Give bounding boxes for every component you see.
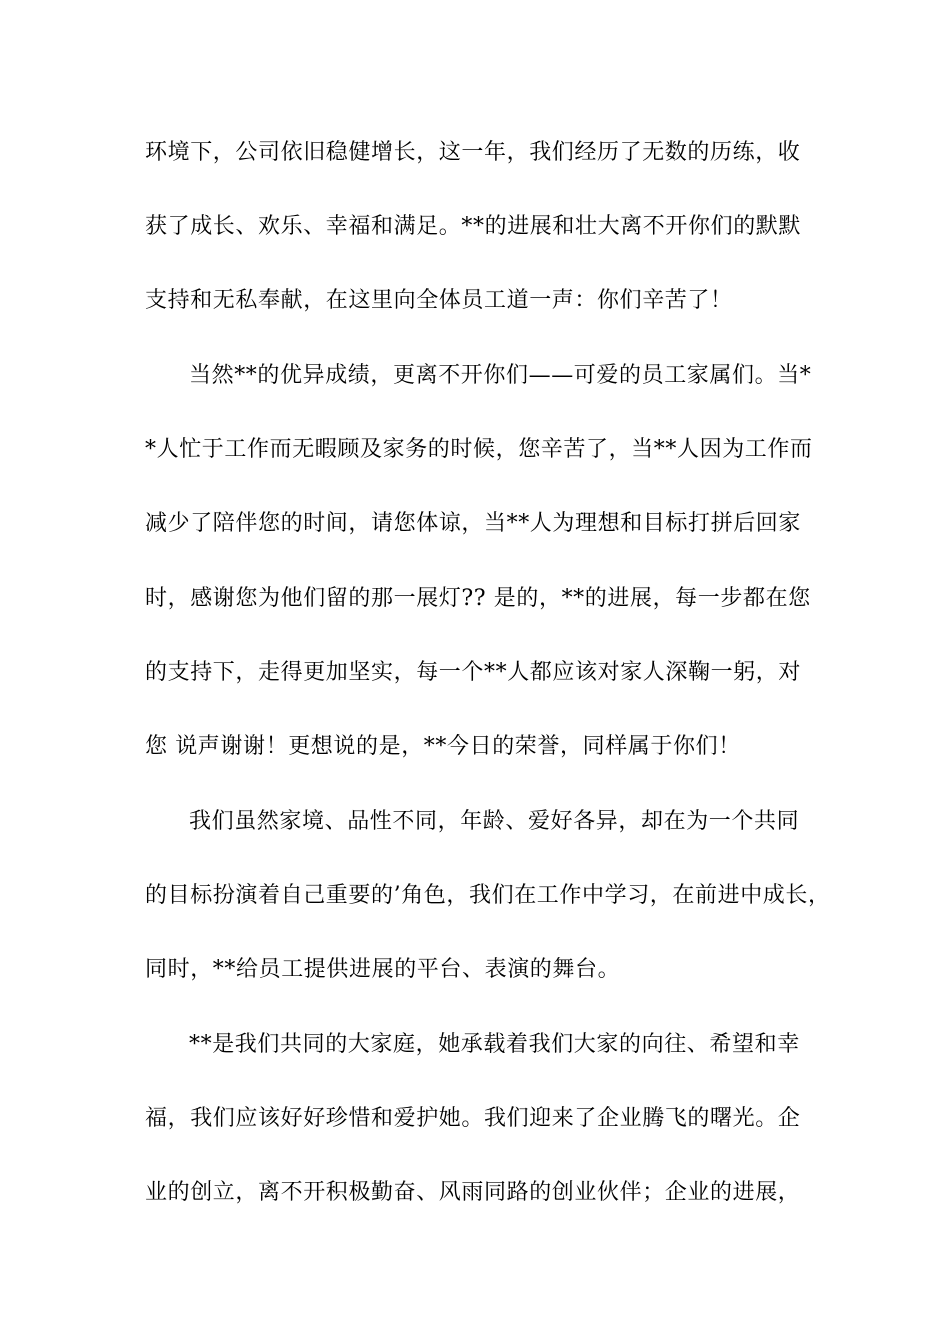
paragraph-2-line-4: 时，感谢您为他们留的那一展灯?? 是的，**的进展，每一步都在您 [145, 586, 811, 611]
paragraph-2-line-1: 当然**的优异成绩，更离不开你们——可爱的员工家属们。当* [189, 363, 812, 388]
paragraph-2-line-3: 减少了陪伴您的时间，请您体谅，当**人为理想和目标打拼后回家 [145, 511, 802, 536]
paragraph-4-line-1: **是我们共同的大家庭，她承载着我们大家的向往、希望和幸 [189, 1032, 800, 1057]
paragraph-2-line-5: 的支持下，走得更加坚实，每一个**人都应该对家人深鞠一躬，对 [145, 660, 802, 685]
paragraph-3-line-3: 同时，**给员工提供进展的平台、表演的舞台。 [145, 957, 621, 982]
paragraph-3-line-1: 我们虽然家境、品性不同，年龄、爱好各异，却在为一个共同 [189, 809, 800, 834]
paragraph-4-line-2: 福，我们应该好好珍惜和爱护她。我们迎来了企业腾飞的曙光。企 [145, 1106, 801, 1131]
paragraph-2-line-6: 您 说声谢谢！更想说的是，**今日的荣誉，同样属于你们！ [145, 734, 741, 759]
paragraph-2-line-2: *人忙于工作而无暇顾及家务的时候，您辛苦了，当**人因为工作而 [145, 437, 813, 462]
paragraph-3-line-2: 的目标扮演着自己重要的’角色，我们在工作中学习，在前进中成长， [145, 883, 831, 908]
paragraph-1-line-2: 获了成长、欢乐、幸福和满足。**的进展和壮大离不开你们的默默 [145, 214, 802, 239]
paragraph-1-line-3: 支持和无私奉献，在这里向全体员工道一声：你们辛苦了！ [145, 288, 733, 313]
paragraph-4-line-3: 业的创立，离不开积极勤奋、风雨同路的创业伙伴；企业的进展， [145, 1180, 801, 1205]
paragraph-1-line-1: 环境下，公司依旧稳健增长，这一年，我们经历了无数的历练，收 [145, 140, 801, 165]
